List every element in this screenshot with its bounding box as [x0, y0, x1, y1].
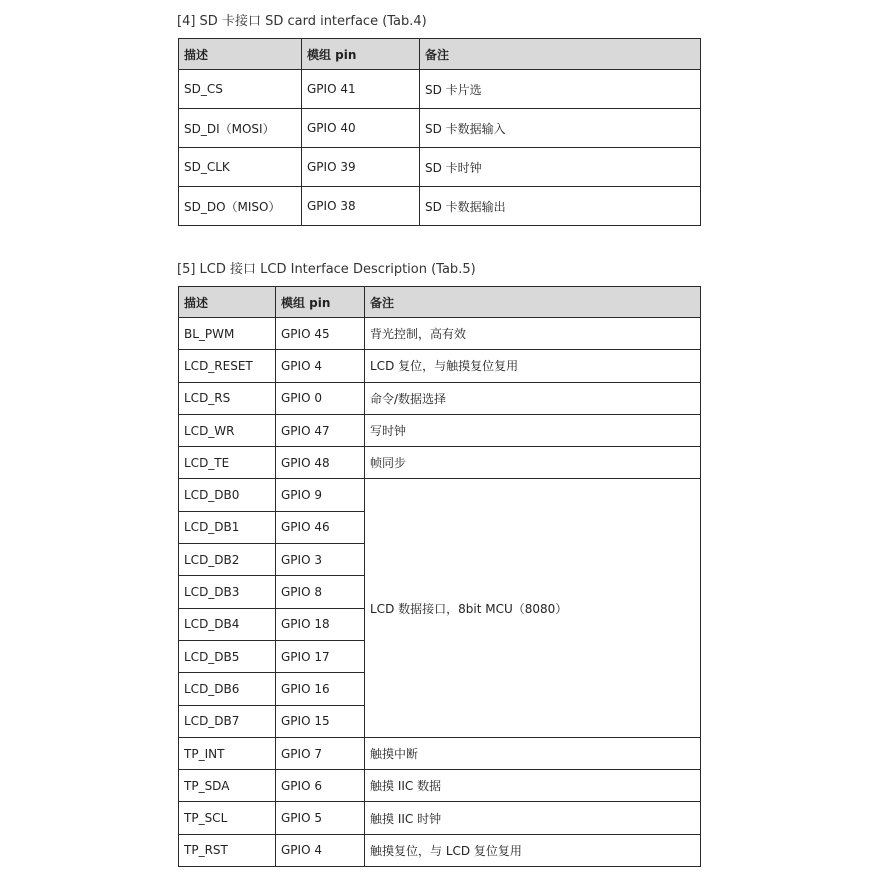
- table-row: [179, 318, 701, 350]
- cell-description: LCD_RS: [179, 382, 276, 414]
- table-row: [179, 148, 701, 187]
- cell-pin: GPIO 39: [302, 148, 420, 187]
- cell-note: LCD 复位，与触摸复位复用: [365, 350, 701, 382]
- table-row: [179, 350, 701, 382]
- cell-pin: GPIO 6: [276, 770, 365, 802]
- table-header-row: [179, 39, 701, 70]
- cell-description: LCD_DB6: [179, 673, 276, 705]
- cell-pin: GPIO 47: [276, 414, 365, 446]
- cell-description: TP_SCL: [179, 802, 276, 834]
- cell-description: LCD_DB5: [179, 640, 276, 672]
- cell-note: SD 卡数据输出: [420, 187, 701, 226]
- cell-note: 背光控制，高有效: [365, 318, 701, 350]
- cell-pin: GPIO 8: [276, 576, 365, 608]
- cell-pin: GPIO 4: [276, 834, 365, 866]
- merged-data-bus-note: LCD 数据接口，8bit MCU（8080）: [365, 479, 701, 737]
- cell-description: TP_SDA: [179, 770, 276, 802]
- cell-description: LCD_DB7: [179, 705, 276, 737]
- cell-pin: GPIO 3: [276, 544, 365, 576]
- cell-pin: GPIO 9: [276, 479, 365, 511]
- lcd-interface-table: [178, 286, 701, 867]
- cell-pin: GPIO 15: [276, 705, 365, 737]
- cell-pin: GPIO 0: [276, 382, 365, 414]
- cell-pin: GPIO 40: [302, 109, 420, 148]
- cell-note: SD 卡数据输入: [420, 109, 701, 148]
- cell-note: SD 卡片选: [420, 70, 701, 109]
- cell-description: LCD_DB3: [179, 576, 276, 608]
- header-description: 描述: [179, 39, 302, 70]
- header-description: 描述: [179, 287, 276, 318]
- sd-card-table: [178, 38, 701, 226]
- cell-note: 触摸复位，与 LCD 复位复用: [365, 834, 701, 866]
- cell-description: LCD_RESET: [179, 350, 276, 382]
- cell-note: 命令/数据选择: [365, 382, 701, 414]
- table-row: [179, 187, 701, 226]
- table-row: [179, 414, 701, 446]
- cell-pin: GPIO 38: [302, 187, 420, 226]
- cell-note: 触摸 IIC 数据: [365, 770, 701, 802]
- cell-description: LCD_TE: [179, 447, 276, 479]
- cell-pin: GPIO 4: [276, 350, 365, 382]
- cell-note: SD 卡时钟: [420, 148, 701, 187]
- cell-description: LCD_DB2: [179, 544, 276, 576]
- table-row: [179, 109, 701, 148]
- table-row: [179, 770, 701, 802]
- cell-pin: GPIO 48: [276, 447, 365, 479]
- cell-pin: GPIO 46: [276, 511, 365, 543]
- cell-pin: GPIO 45: [276, 318, 365, 350]
- header-note: 备注: [365, 287, 701, 318]
- header-note: 备注: [420, 39, 701, 70]
- cell-description: LCD_DB1: [179, 511, 276, 543]
- cell-note: 触摸中断: [365, 737, 701, 769]
- table-row: [179, 382, 701, 414]
- table-row: [179, 834, 701, 866]
- table-row: [179, 479, 701, 511]
- cell-note: 帧同步: [365, 447, 701, 479]
- cell-description: SD_CLK: [179, 148, 302, 187]
- table-header-row: [179, 287, 701, 318]
- cell-description: LCD_WR: [179, 414, 276, 446]
- cell-description: SD_CS: [179, 70, 302, 109]
- cell-description: LCD_DB0: [179, 479, 276, 511]
- table-row: [179, 447, 701, 479]
- table-row: [179, 70, 701, 109]
- cell-description: SD_DO（MISO）: [179, 187, 302, 226]
- cell-note: 触摸 IIC 时钟: [365, 802, 701, 834]
- cell-pin: GPIO 7: [276, 737, 365, 769]
- cell-description: SD_DI（MOSI）: [179, 109, 302, 148]
- sd-table-caption: [4] SD 卡接口 SD card interface (Tab.4): [177, 14, 427, 29]
- cell-pin: GPIO 5: [276, 802, 365, 834]
- lcd-table-caption: [5] LCD 接口 LCD Interface Description (Tab.5): [177, 262, 476, 277]
- header-module-pin: 模组 pin: [302, 39, 420, 70]
- cell-pin: GPIO 41: [302, 70, 420, 109]
- cell-description: LCD_DB4: [179, 608, 276, 640]
- header-module-pin: 模组 pin: [276, 287, 365, 318]
- cell-description: TP_INT: [179, 737, 276, 769]
- cell-pin: GPIO 17: [276, 640, 365, 672]
- cell-description: TP_RST: [179, 834, 276, 866]
- cell-description: BL_PWM: [179, 318, 276, 350]
- cell-pin: GPIO 16: [276, 673, 365, 705]
- table-row: [179, 737, 701, 769]
- table-row: [179, 802, 701, 834]
- cell-pin: GPIO 18: [276, 608, 365, 640]
- cell-note: 写时钟: [365, 414, 701, 446]
